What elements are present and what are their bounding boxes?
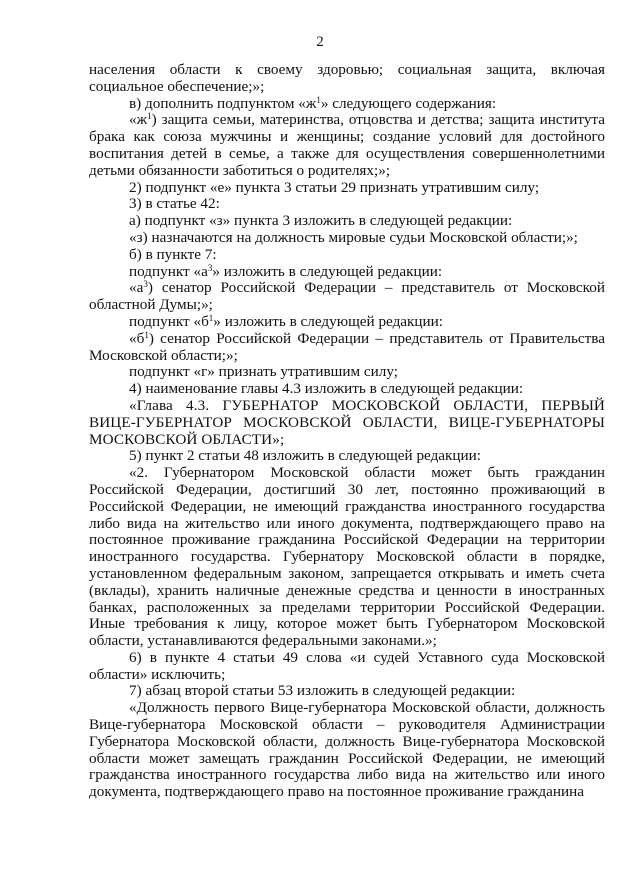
paragraph-item-3b: б) в пункте 7: [129, 245, 217, 263]
paragraph-item-v: в) дополнить подпунктом «$ж^1$» следующего содержания: [129, 94, 497, 112]
paragraph-item-2: 2) подпункт «е» пункта 3 статьи 29 признать утратившим силу; [129, 178, 540, 196]
paragraph-vice-governor-text: «Должность первого Вице-губернатора Московской области, должность Вице-губернатора Московской области – руководителя Администрации Губернатора Московской области, должность Вице-губернатора Московской области может замещать гражданин Российской Федерации, не имеющий гражданства иностранного государства либо вида на жительство или иного документа, подтверждающего право на постоянное проживание гражданина [89, 699, 605, 801]
paragraph-item-6: 6) в пункте 4 статьи 49 слова «и судей Уставного суда Московской области» исключить; [89, 648, 605, 683]
document-body [89, 62, 605, 801]
paragraph-item-5: 5) пункт 2 статьи 48 изложить в следующей редакции: [129, 447, 482, 465]
paragraph-zh1-text: «$ж^1$) защита семьи, материнства, отцовства и детства; защита института брака как союза мужчины и женщины; создание условий для достойного воспитания детей в семье, а также для осуществления совершеннолетними детьми обязанности заботиться о родителях;»; [89, 111, 605, 179]
paragraph-governor-requirements: «2. Губернатором Московской области может быть гражданин Российской Федерации, достигший 30 лет, постоянно проживающий в Российской Федерации, не имеющий гражданства иностранного государства либо вида на жительство или иного документа, подтверждающего право на постоянное проживание гражданина Российской Федерации на территории иностранного государства. Губернатору Московской области в порядке, установленном федеральным законом, запрещается открывать и иметь счета (вклады), хранить наличные денежные средства и ценности в иностранных банках, расположенных за пределами территории Российской Федерации. Иные требования к лицу, которое может быть Губернатором Московской области, устанавливаются федеральными законами.»; [89, 464, 605, 650]
paragraph-item-7: 7) абзац второй статьи 53 изложить в следующей редакции: [129, 682, 516, 700]
paragraph-subitem-g: подпункт «г» признать утратившим силу; [129, 363, 398, 381]
paragraph-z-text: «з) назначаются на должность мировые судьи Московской области;»; [129, 228, 578, 246]
paragraph-a3-text: «$а^3$) сенатор Российской Федерации – представитель от Московской областной Думы;»; [89, 279, 605, 314]
paragraph-b1-text: «$б^1$) сенатор Российской Федерации – представитель от Правительства Московской области;»; [89, 329, 605, 364]
paragraph-item-4: 4) наименование главы 4.3 изложить в следующей редакции: [129, 380, 524, 398]
paragraph-item-3a: а) подпункт «з» пункта 3 изложить в следующей редакции: [129, 212, 513, 230]
paragraph-intro: населения области к своему здоровью; социальная защита, включая социальное обеспечение;»; [89, 61, 605, 95]
paragraph-subitem-a3: подпункт «$а^3$» изложить в следующей редакции: [129, 262, 443, 280]
paragraph-subitem-b1: подпункт «$б^1$» изложить в следующей редакции: [129, 312, 444, 330]
paragraph-chapter-title: «Глава 4.3. ГУБЕРНАТОР МОСКОВСКОЙ ОБЛАСТИ, ПЕРВЫЙ ВИЦЕ-ГУБЕРНАТОР МОСКОВСКОЙ ОБЛАСТИ, ВИЦЕ-ГУБЕРНАТОРЫ МОСКОВСКОЙ ОБЛАСТИ»; [89, 396, 605, 448]
paragraph-item-3: 3) в статье 42: [129, 195, 220, 213]
page-number: 2 [316, 34, 324, 50]
